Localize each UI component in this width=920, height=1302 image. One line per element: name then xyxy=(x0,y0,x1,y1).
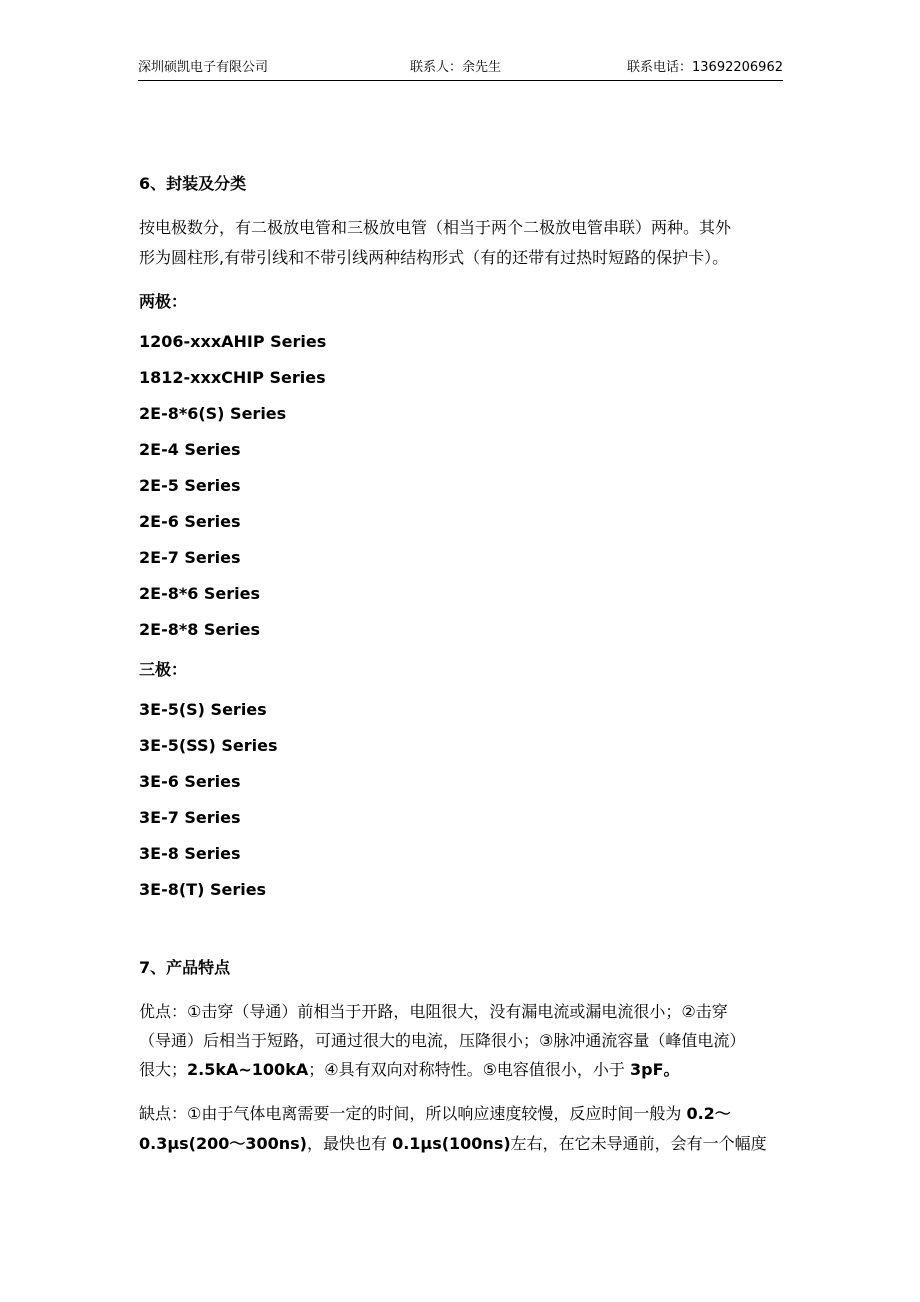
company-name: 深圳硕凯电子有限公司 xyxy=(138,60,269,75)
section-6-paragraph-line-2: 形为圆柱形,有带引线和不带引线两种结构形式（有的还带有过热时短路的保护卡）。 xyxy=(139,248,729,267)
contact-person: 联系人：余先生 xyxy=(410,60,502,75)
current-range-value: 2.5kA~100kA xyxy=(187,1060,309,1079)
two-pole-label: 两极： xyxy=(139,292,188,311)
two-pole-series-item: 2E-8*6 Series xyxy=(139,584,261,603)
two-pole-series-item: 2E-8*6(S) Series xyxy=(139,404,287,423)
section-6-paragraph-line-1: 按电极数分，有二极放电管和三极放电管（相当于两个二极放电管串联）两种。其外 xyxy=(139,218,732,237)
three-pole-label: 三极： xyxy=(139,660,188,679)
response-time-value: 0.2～ xyxy=(686,1104,731,1123)
disadvantages-text: ，最快也有 xyxy=(306,1134,393,1153)
two-pole-series-item: 2E-5 Series xyxy=(139,476,241,495)
response-time-range: 0.3μs(200～300ns) xyxy=(139,1134,307,1153)
section-6-heading: 6、封装及分类 xyxy=(139,174,247,193)
two-pole-series-item: 1206-xxxAHIP Series xyxy=(139,332,327,351)
two-pole-series-item: 1812-xxxCHIP Series xyxy=(139,368,326,387)
two-pole-series-item: 2E-6 Series xyxy=(139,512,241,531)
three-pole-series-item: 3E-8 Series xyxy=(139,844,241,863)
disadvantages-line-1 xyxy=(139,1104,731,1124)
advantages-line-2: （导通）后相当于短路，可通过很大的电流，压降很小；③脉冲通流容量（峰值电流） xyxy=(139,1031,746,1050)
three-pole-series-item: 3E-7 Series xyxy=(139,808,241,827)
capacitance-value: 3pF。 xyxy=(630,1060,680,1079)
disadvantages-text: 左右，在它未导通前，会有一个幅度 xyxy=(510,1134,767,1153)
contact-phone: 联系电话：13692206962 xyxy=(627,60,783,75)
two-pole-series-item: 2E-4 Series xyxy=(139,440,241,459)
three-pole-series-item: 3E-5(SS) Series xyxy=(139,736,278,755)
disadvantages-line-2 xyxy=(139,1134,767,1154)
three-pole-series-item: 3E-8(T) Series xyxy=(139,880,267,899)
two-pole-series-item: 2E-8*8 Series xyxy=(139,620,261,639)
advantages-line-1: 优点：①击穿（导通）前相当于开路，电阻很大，没有漏电流或漏电流很小；②击穿 xyxy=(139,1002,728,1021)
two-pole-series-item: 2E-7 Series xyxy=(139,548,241,567)
three-pole-series-item: 3E-5(S) Series xyxy=(139,700,267,719)
advantages-line-3 xyxy=(139,1060,680,1080)
advantages-text: ；④具有双向对称特性。⑤电容值很小，小于 xyxy=(308,1060,630,1079)
section-7-heading: 7、产品特点 xyxy=(139,958,231,977)
fastest-response-time: 0.1μs(100ns) xyxy=(392,1134,511,1153)
three-pole-series-item: 3E-6 Series xyxy=(139,772,241,791)
page-header xyxy=(138,58,783,81)
disadvantages-text: 缺点：①由于气体电离需要一定的时间，所以响应速度较慢，反应时间一般为 xyxy=(139,1104,687,1123)
advantages-text: 很大； xyxy=(139,1060,188,1079)
